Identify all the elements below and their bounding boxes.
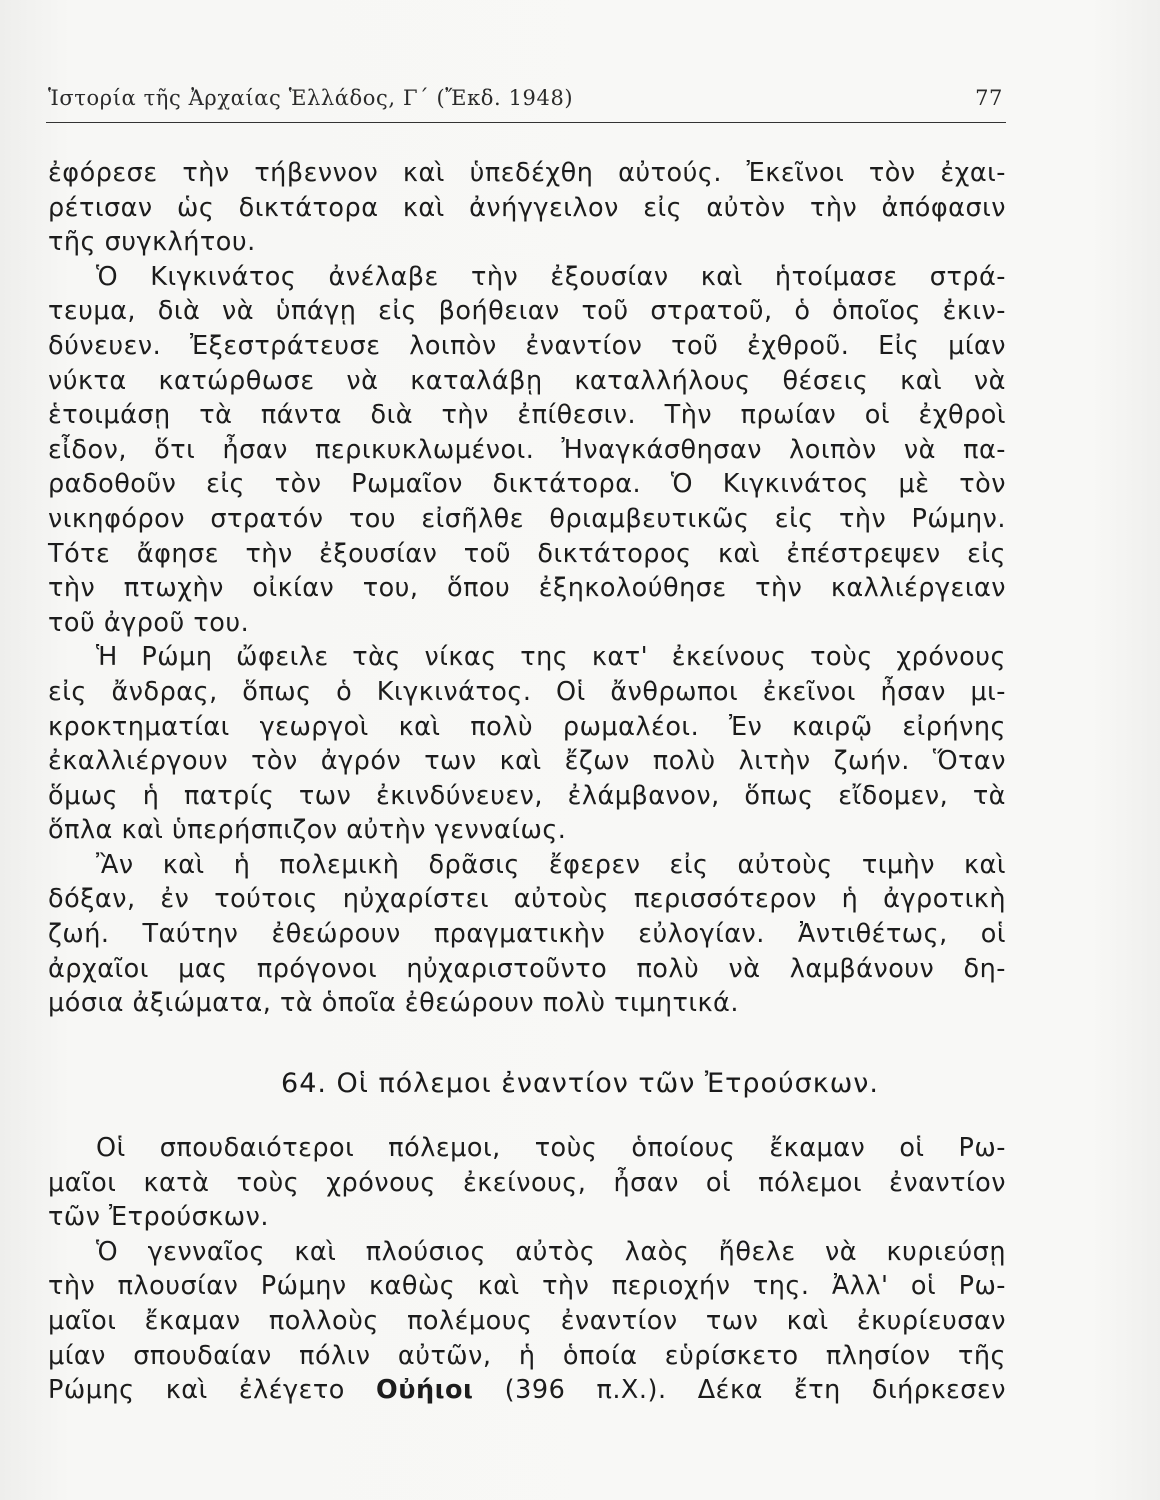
- text-line: Ὁ Κιγκινάτος ἀνέλαβε τὴν ἐξουσίαν καὶ ἡτοίμασε στρά-: [96, 261, 1006, 292]
- text-line: [48, 1373, 1006, 1408]
- text-line: Ὁ γενναῖος καὶ πλούσιος αὐτὸς λαὸς ἤθελε νὰ κυριεύσῃ: [96, 1236, 1006, 1267]
- text-line: Ἂν καὶ ἡ πολεμικὴ δρᾶσις ἔφερεν εἰς αὐτοὺς τιμὴν καὶ: [96, 849, 1006, 880]
- text-line: ἀρχαῖοι μας πρόγονοι ηὐχαριστοῦντο πολὺ νὰ λαμβάνουν δη-: [48, 953, 1006, 984]
- text-line: Ἡ Ρώμη ὤφειλε τὰς νίκας της κατ' ἐκείνους τοὺς χρόνους: [96, 642, 1006, 673]
- text-line: νύκτα κατώρθωσε νὰ καταλάβῃ καταλλήλους θέσεις καὶ νὰ: [48, 365, 1006, 396]
- text-line: δόξαν, ἐν τούτοις ηὐχαρίστει αὐτοὺς περισσότερον ἡ ἀγροτικὴ: [48, 884, 1006, 915]
- text-line: δύνευεν. Ἐξεστράτευσε λοιπὸν ἐναντίον τοῦ ἐχθροῦ. Εἰς μίαν: [48, 330, 1006, 361]
- text-line: ἐφόρεσε τὴν τήβεννον καὶ ὑπεδέχθη αὐτούς. Ἐκεῖνοι τὸν ἐχαι-: [48, 158, 1006, 188]
- page-number: 77: [975, 86, 1003, 110]
- place-name-veii: Οὐήιοι: [376, 1375, 474, 1406]
- section-heading: [0, 1068, 1160, 1099]
- text-block-etruscans: [48, 1131, 1006, 1408]
- text-line: ὅπλα καὶ ὑπερήσπιζον αὐτὴν γενναίως.: [48, 815, 567, 846]
- text-line: ἐκαλλιέργουν τὸν ἀγρόν των καὶ ἔζων πολὺ λιτὴν ζωήν. Ὅταν: [48, 746, 1006, 777]
- text-line: μαῖοι ἔκαμαν πολλοὺς πολέμους ἐναντίον των καὶ ἐκυρίευσαν: [48, 1305, 1006, 1336]
- text-line: μίαν σπουδαίαν πόλιν αὐτῶν, ἡ ὁποία εὑρίσκετο πλησίον τῆς: [48, 1340, 1006, 1371]
- text-line: ζωή. Ταύτην ἐθεώρουν πραγματικὴν εὐλογίαν. Ἀντιθέτως, οἱ: [48, 919, 1006, 950]
- text-fragment: Ρώμης καὶ ἐλέγετο: [48, 1375, 345, 1406]
- text-line: τὴν πλουσίαν Ρώμην καθὼς καὶ τὴν περιοχήν της. Ἀλλ' οἱ Ρω-: [48, 1271, 1006, 1302]
- text-line: τευμα, διὰ νὰ ὑπάγῃ εἰς βοήθειαν τοῦ στρατοῦ, ὁ ὁποῖος ἐκιν-: [48, 296, 1006, 327]
- text-line: ρέτισαν ὡς δικτάτορα καὶ ἀνήγγειλον εἰς αὐτὸν τὴν ἀπόφασιν: [48, 192, 1006, 223]
- text-line: ὅμως ἡ πατρίς των ἐκινδύνευεν, ἐλάμβανον, ὅπως εἴδομεν, τὰ: [48, 780, 1006, 811]
- text-block-cincinnatus: [48, 156, 1006, 1021]
- text-line: μαῖοι κατὰ τοὺς χρόνους ἐκείνους, ἦσαν οἱ πόλεμοι ἐναντίον: [48, 1167, 1006, 1198]
- text-line: τῆς συγκλήτου.: [48, 227, 256, 258]
- text-line: κροκτηματίαι γεωργοὶ καὶ πολὺ ρωμαλέοι. Ἐν καιρῷ εἰρήνης: [48, 711, 1006, 742]
- header-rule: [46, 122, 1006, 123]
- book-title: Ἱστορία τῆς Ἀρχαίας Ἑλλάδος, Γ΄ (Ἔκδ. 1948): [48, 86, 574, 110]
- running-header: [48, 86, 1003, 120]
- text-line: τὴν πτωχὴν οἰκίαν του, ὅπου ἐξηκολούθησε τὴν καλλιέργειαν: [48, 573, 1006, 604]
- text-line: μόσια ἀξιώματα, τὰ ὁποῖα ἐθεώρουν πολὺ τιμητικά.: [48, 988, 739, 1019]
- text-line: εἰς ἄνδρας, ὅπως ὁ Κιγκινάτος. Οἱ ἄνθρωποι ἐκεῖνοι ἦσαν μι-: [48, 676, 1006, 707]
- text-line: Τότε ἄφησε τὴν ἐξουσίαν τοῦ δικτάτορος καὶ ἐπέστρεψεν εἰς: [48, 538, 1006, 569]
- text-line: τοῦ ἀγροῦ του.: [48, 607, 250, 638]
- text-line: Οἱ σπουδαιότεροι πόλεμοι, τοὺς ὁποίους ἔκαμαν οἱ Ρω-: [96, 1133, 1006, 1163]
- text-line: εἶδον, ὅτι ἦσαν περικυκλωμένοι. Ἠναγκάσθησαν λοιπὸν νὰ πα-: [48, 434, 1006, 465]
- text-fragment: (396 π.Χ.). Δέκα ἔτη διήρκεσεν: [504, 1375, 1006, 1406]
- text-line: τῶν Ἐτρούσκων.: [48, 1202, 269, 1233]
- section-heading-text: 64. Οἱ πόλεμοι ἐναντίον τῶν Ἐτρούσκων.: [281, 1068, 879, 1099]
- text-line: ἑτοιμάσῃ τὰ πάντα διὰ τὴν ἐπίθεσιν. Τὴν πρωίαν οἱ ἐχθροὶ: [48, 400, 1006, 431]
- text-line: ραδοθοῦν εἰς τὸν Ρωμαῖον δικτάτορα. Ὁ Κιγκινάτος μὲ τὸν: [48, 469, 1006, 500]
- text-line: νικηφόρον στρατόν του εἰσῆλθε θριαμβευτικῶς εἰς τὴν Ρώμην.: [48, 503, 1006, 534]
